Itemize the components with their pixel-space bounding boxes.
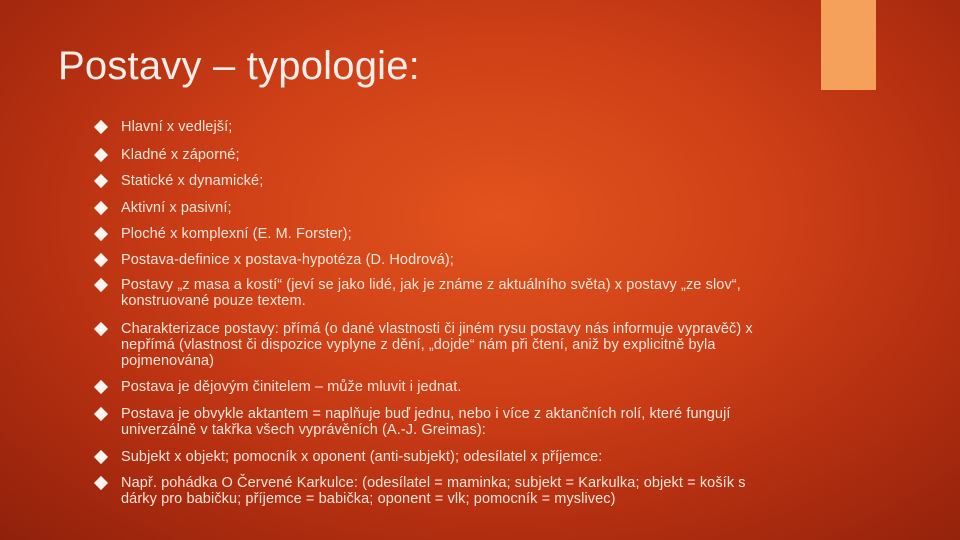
bullet-text: Např. pohádka O Červené Karkulce: (odesílatel = maminka; subjekt = Karkulka; objekt = košík s dárky pro babičku; příjemce = babička; oponent = vlk; pomocník = myslivec) bbox=[121, 475, 746, 507]
diamond-bullet-icon bbox=[94, 380, 108, 394]
diamond-bullet-icon bbox=[94, 148, 108, 162]
bullet-text: Postava je obvykle aktantem = naplňuje buď jednu, nebo i více z aktančních rolí, které fungují univerzálně v takřka všech vyprávěních (A.-J. Greimas): bbox=[121, 406, 731, 438]
bullet-text: Hlavní x vedlejší; bbox=[121, 119, 233, 135]
diamond-bullet-icon bbox=[94, 201, 108, 215]
bullet-text: Aktivní x pasivní; bbox=[121, 200, 232, 216]
bullet-text: Postava je dějovým činitelem – může mluvit i jednat. bbox=[121, 379, 462, 395]
bullet-text: Kladné x záporné; bbox=[121, 147, 240, 163]
diamond-bullet-icon bbox=[94, 253, 108, 267]
diamond-bullet-icon bbox=[94, 322, 108, 336]
diamond-bullet-icon bbox=[94, 227, 108, 241]
diamond-bullet-icon bbox=[94, 174, 108, 188]
bullet-text: Postava-definice x postava-hypotéza (D. Hodrová); bbox=[121, 252, 454, 268]
diamond-bullet-icon bbox=[94, 407, 108, 421]
diamond-bullet-icon bbox=[94, 120, 108, 134]
diamond-bullet-icon bbox=[94, 278, 108, 292]
bullet-text: Ploché x komplexní (E. M. Forster); bbox=[121, 226, 352, 242]
bullet-text: Subjekt x objekt; pomocník x oponent (anti-subjekt); odesílatel x příjemce: bbox=[121, 449, 603, 465]
bullet-text: Postavy „z masa a kostí“ (jeví se jako lidé, jak je známe z aktuálního světa) x postavy „ze slov“, konstruované pouze textem. bbox=[121, 277, 741, 309]
bullet-text: Charakterizace postavy: přímá (o dané vlastnosti či jiném rysu postavy nás informuje vypravěč) x nepřímá (vlastnost či dispozice vyplyne z dění, „dojde“ nám při čtení, aniž by explicitně byla pojmenována) bbox=[121, 321, 753, 369]
slide-title: Postavy – typologie: bbox=[58, 44, 420, 88]
diamond-bullet-icon bbox=[94, 476, 108, 490]
bullet-text: Statické x dynamické; bbox=[121, 173, 264, 189]
diamond-bullet-icon bbox=[94, 450, 108, 464]
